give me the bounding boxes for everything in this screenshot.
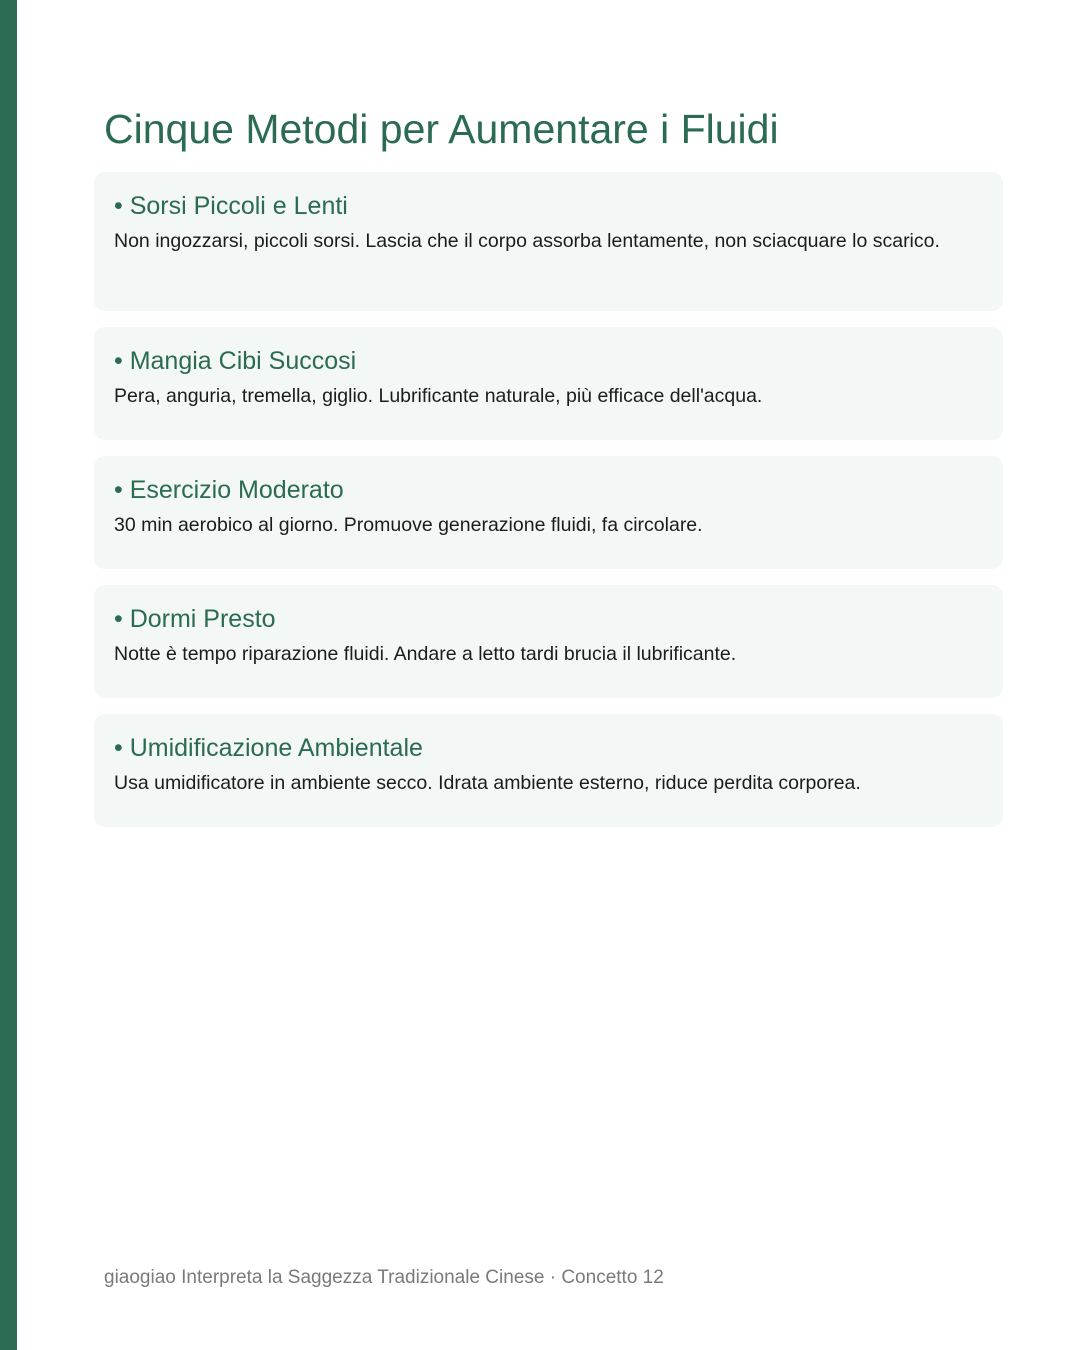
method-card-text: Notte è tempo riparazione fluidi. Andare a letto tardi brucia il lubrificante. (114, 643, 737, 665)
method-card-text: Usa umidificatore in ambiente secco. Idrata ambiente esterno, riduce perdita corporea. (114, 772, 861, 794)
method-card-text: Non ingozzarsi, piccoli sorsi. Lascia che il corpo assorba lentamente, non sciacquare lo scarico. (114, 230, 940, 252)
method-card-humidification (94, 714, 1003, 827)
method-card-heading: • Dormi Presto (114, 605, 276, 633)
method-card-text: 30 min aerobico al giorno. Promuove generazione fluidi, fa circolare. (114, 514, 703, 536)
accent-side-bar (0, 0, 17, 1350)
method-card-list (94, 172, 1003, 843)
page-title: Cinque Metodi per Aumentare i Fluidi (104, 106, 779, 152)
method-card-heading: • Mangia Cibi Succosi (114, 347, 357, 375)
method-card-heading: • Sorsi Piccoli e Lenti (114, 192, 348, 220)
method-card-heading: • Esercizio Moderato (114, 476, 344, 504)
method-card-small-sips (94, 172, 1003, 311)
footer-caption: giaogiao Interpreta la Saggezza Tradizionale Cinese · Concetto 12 (104, 1267, 664, 1288)
method-card-sleep-early (94, 585, 1003, 698)
method-card-text: Pera, anguria, tremella, giglio. Lubrificante naturale, più efficace dell'acqua. (114, 385, 763, 407)
method-card-juicy-foods (94, 327, 1003, 440)
method-card-moderate-exercise (94, 456, 1003, 569)
method-card-heading: • Umidificazione Ambientale (114, 734, 423, 762)
